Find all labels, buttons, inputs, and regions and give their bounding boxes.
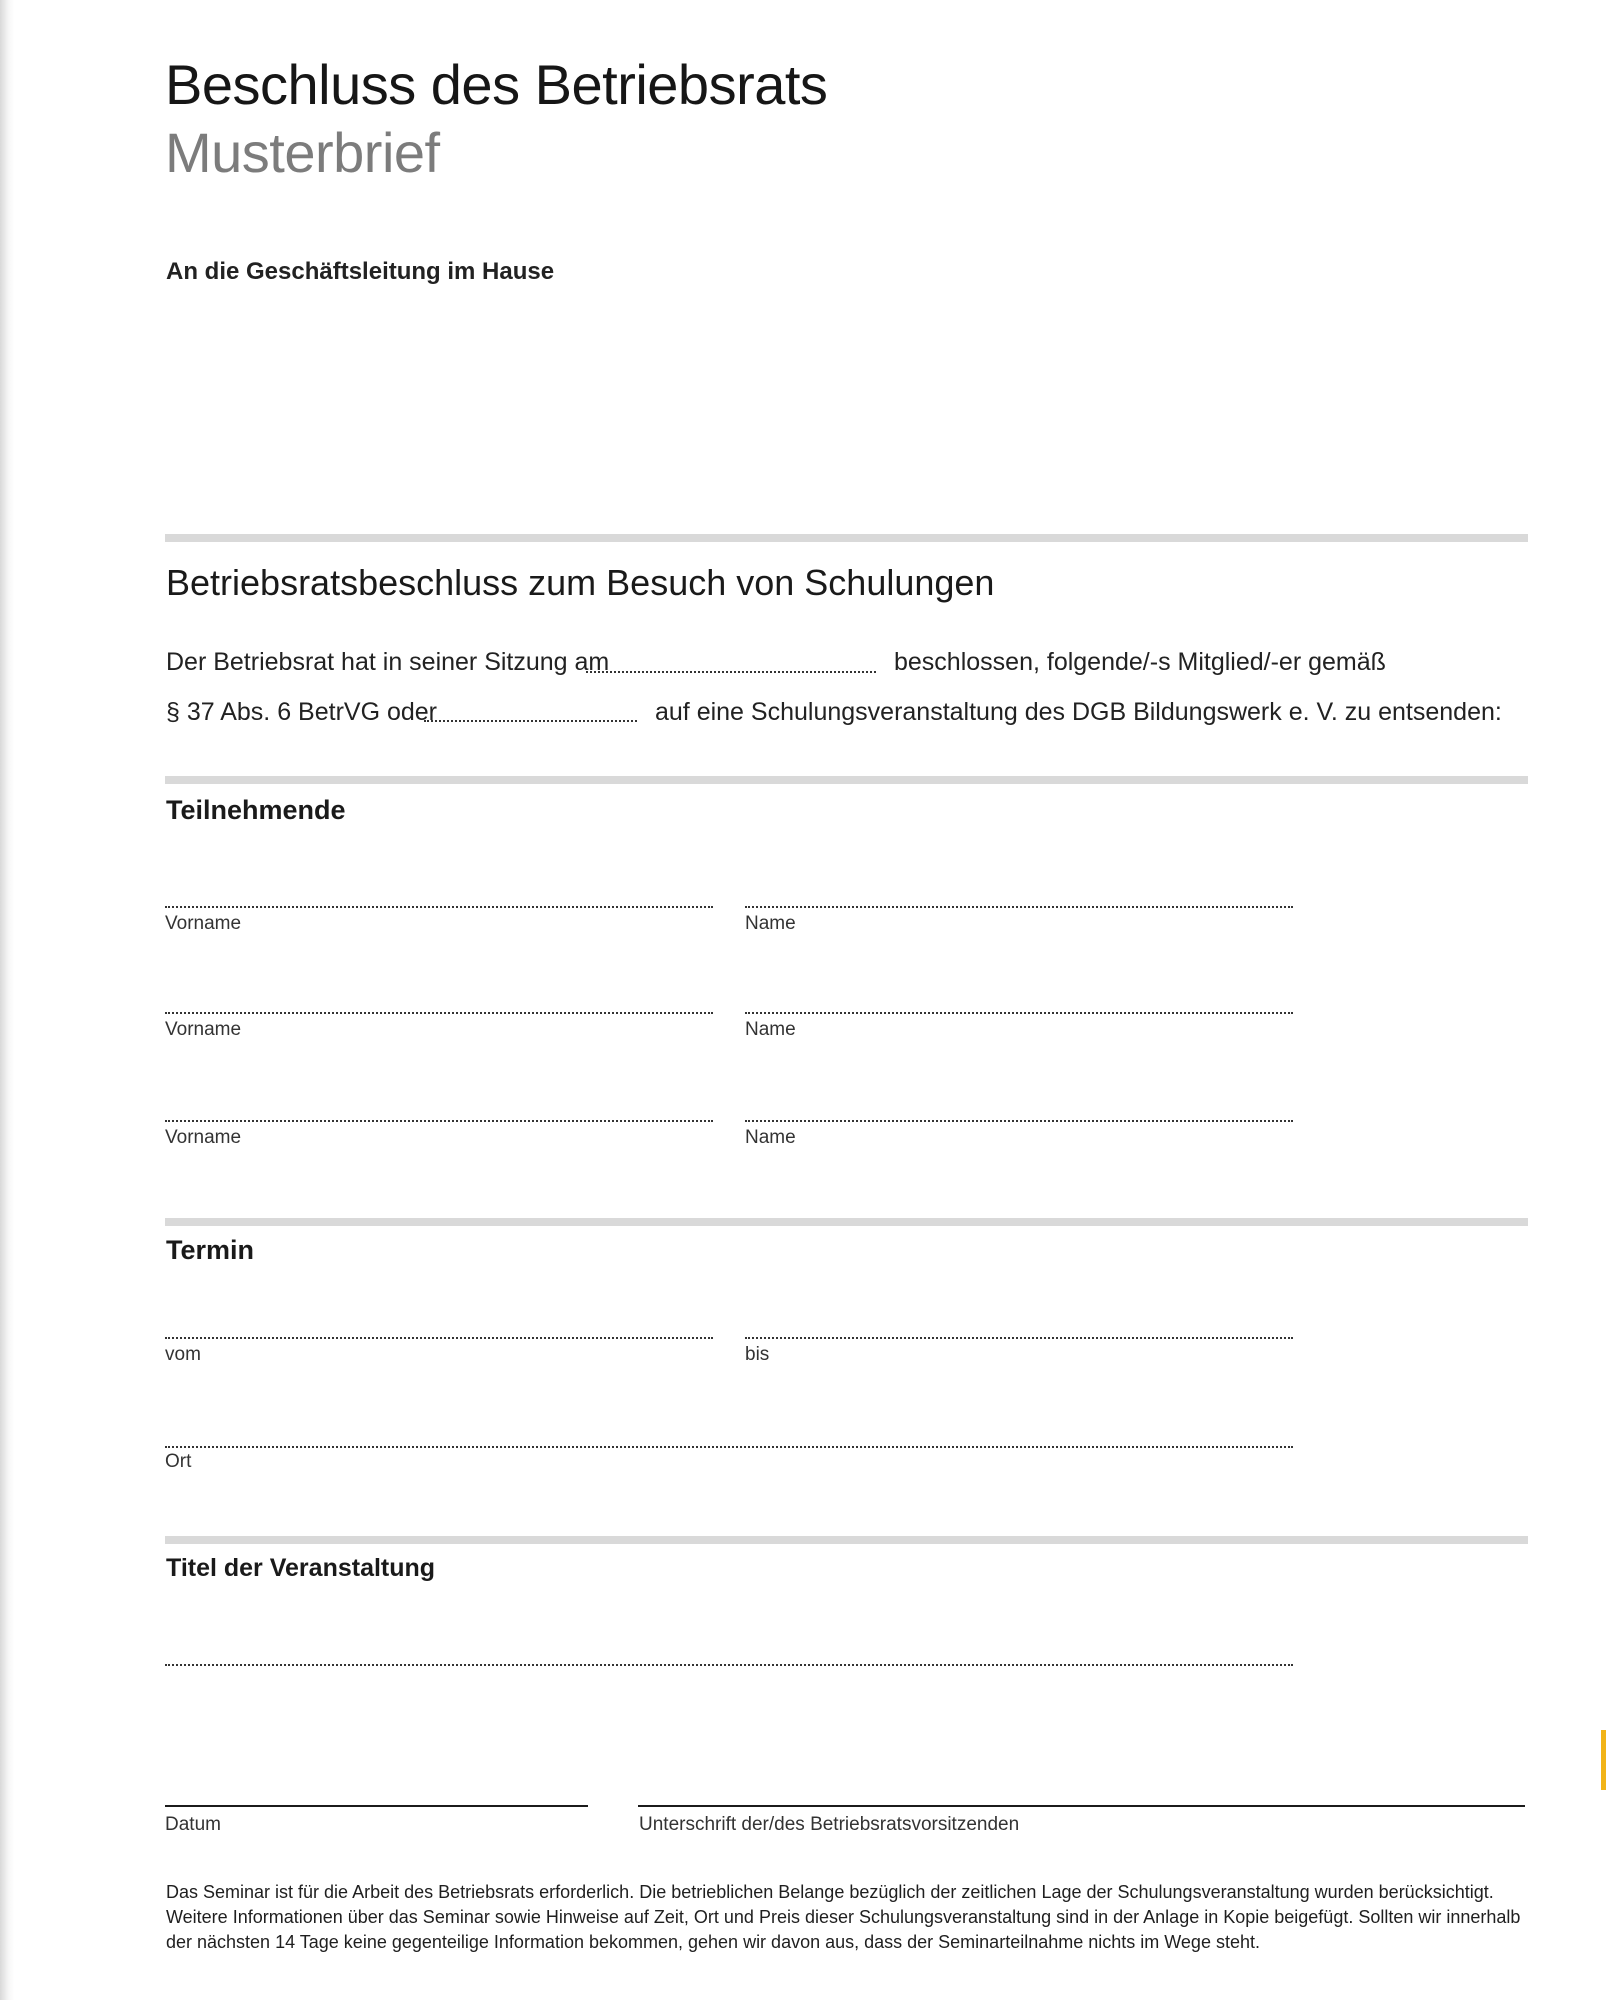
participant-last-name-field[interactable] — [745, 906, 1293, 908]
meeting-date-field[interactable] — [586, 671, 876, 673]
page-edge-shadow — [0, 0, 14, 2000]
date-label: Datum — [165, 1814, 221, 1835]
document-subtitle: Musterbrief — [165, 121, 440, 184]
legal-basis-text: § 37 Abs. 6 BetrVG oder — [166, 698, 437, 726]
last-name-label: Name — [745, 913, 796, 934]
start-date-field[interactable] — [165, 1337, 713, 1339]
first-name-label: Vorname — [165, 1019, 242, 1040]
section-divider — [165, 534, 1528, 542]
last-name-label: Name — [745, 1127, 796, 1148]
signer-label: Unterschrift der/des Betriebsratsvorsitzenden — [639, 1814, 1020, 1835]
start-date-label: vom — [165, 1344, 201, 1365]
section-divider — [165, 776, 1528, 784]
last-name-label: Name — [745, 1019, 796, 1040]
resolution-text-end: beschlossen, folgende/-s Mitglied/-er gemäß — [894, 648, 1386, 676]
participant-first-name-field[interactable] — [165, 1012, 713, 1014]
document-title: Beschluss des Betriebsrats — [165, 53, 828, 116]
participant-last-name-field[interactable] — [745, 1120, 1293, 1122]
end-date-field[interactable] — [745, 1337, 1293, 1339]
resolution-text-start: Der Betriebsrat hat in seiner Sitzung am — [166, 648, 610, 676]
participant-first-name-field[interactable] — [165, 1120, 713, 1122]
event-title-heading: Titel der Veranstaltung — [166, 1554, 436, 1582]
footnote-text: Das Seminar ist für die Arbeit des Betriebsrats erforderlich. Die betrieblichen Belange bezüglich der zeitlichen Lage der Schulungsveranstaltung wurden berücksichtigt. Weitere Informationen über das Seminar sowie Hinweise auf Zeit, Ort und Preis dieser Schulungsveranstaltung sind in der Anlage in Kopie beigefügt. Sollten wir innerhalb der nächsten 14 Tage keine gegenteilige Information bekommen, gehen wir davon aus, dass der Seminarteilnahme nichts im Wege steht. — [166, 1882, 1521, 1952]
event-title-field[interactable] — [165, 1664, 1293, 1666]
legal-basis-field[interactable] — [424, 720, 637, 722]
participant-first-name-field[interactable] — [165, 906, 713, 908]
date-signature-line[interactable] — [165, 1805, 588, 1807]
recipient-line: An die Geschäftsleitung im Hause — [166, 258, 555, 285]
section-divider — [165, 1536, 1528, 1544]
participant-last-name-field[interactable] — [745, 1012, 1293, 1014]
schedule-heading: Termin — [166, 1235, 255, 1265]
resolution-heading: Betriebsratsbeschluss zum Besuch von Schulungen — [166, 562, 995, 603]
location-label: Ort — [165, 1451, 192, 1472]
first-name-label: Vorname — [165, 913, 242, 934]
page-accent-mark — [1601, 1730, 1606, 1790]
location-field[interactable] — [165, 1446, 1293, 1448]
dispatch-text: auf eine Schulungsveranstaltung des DGB Bildungswerk e. V. zu entsenden: — [655, 698, 1502, 726]
chair-signature-line[interactable] — [638, 1805, 1525, 1807]
end-date-label: bis — [745, 1344, 770, 1365]
first-name-label: Vorname — [165, 1127, 242, 1148]
participants-heading: Teilnehmende — [166, 795, 346, 825]
section-divider — [165, 1218, 1528, 1226]
